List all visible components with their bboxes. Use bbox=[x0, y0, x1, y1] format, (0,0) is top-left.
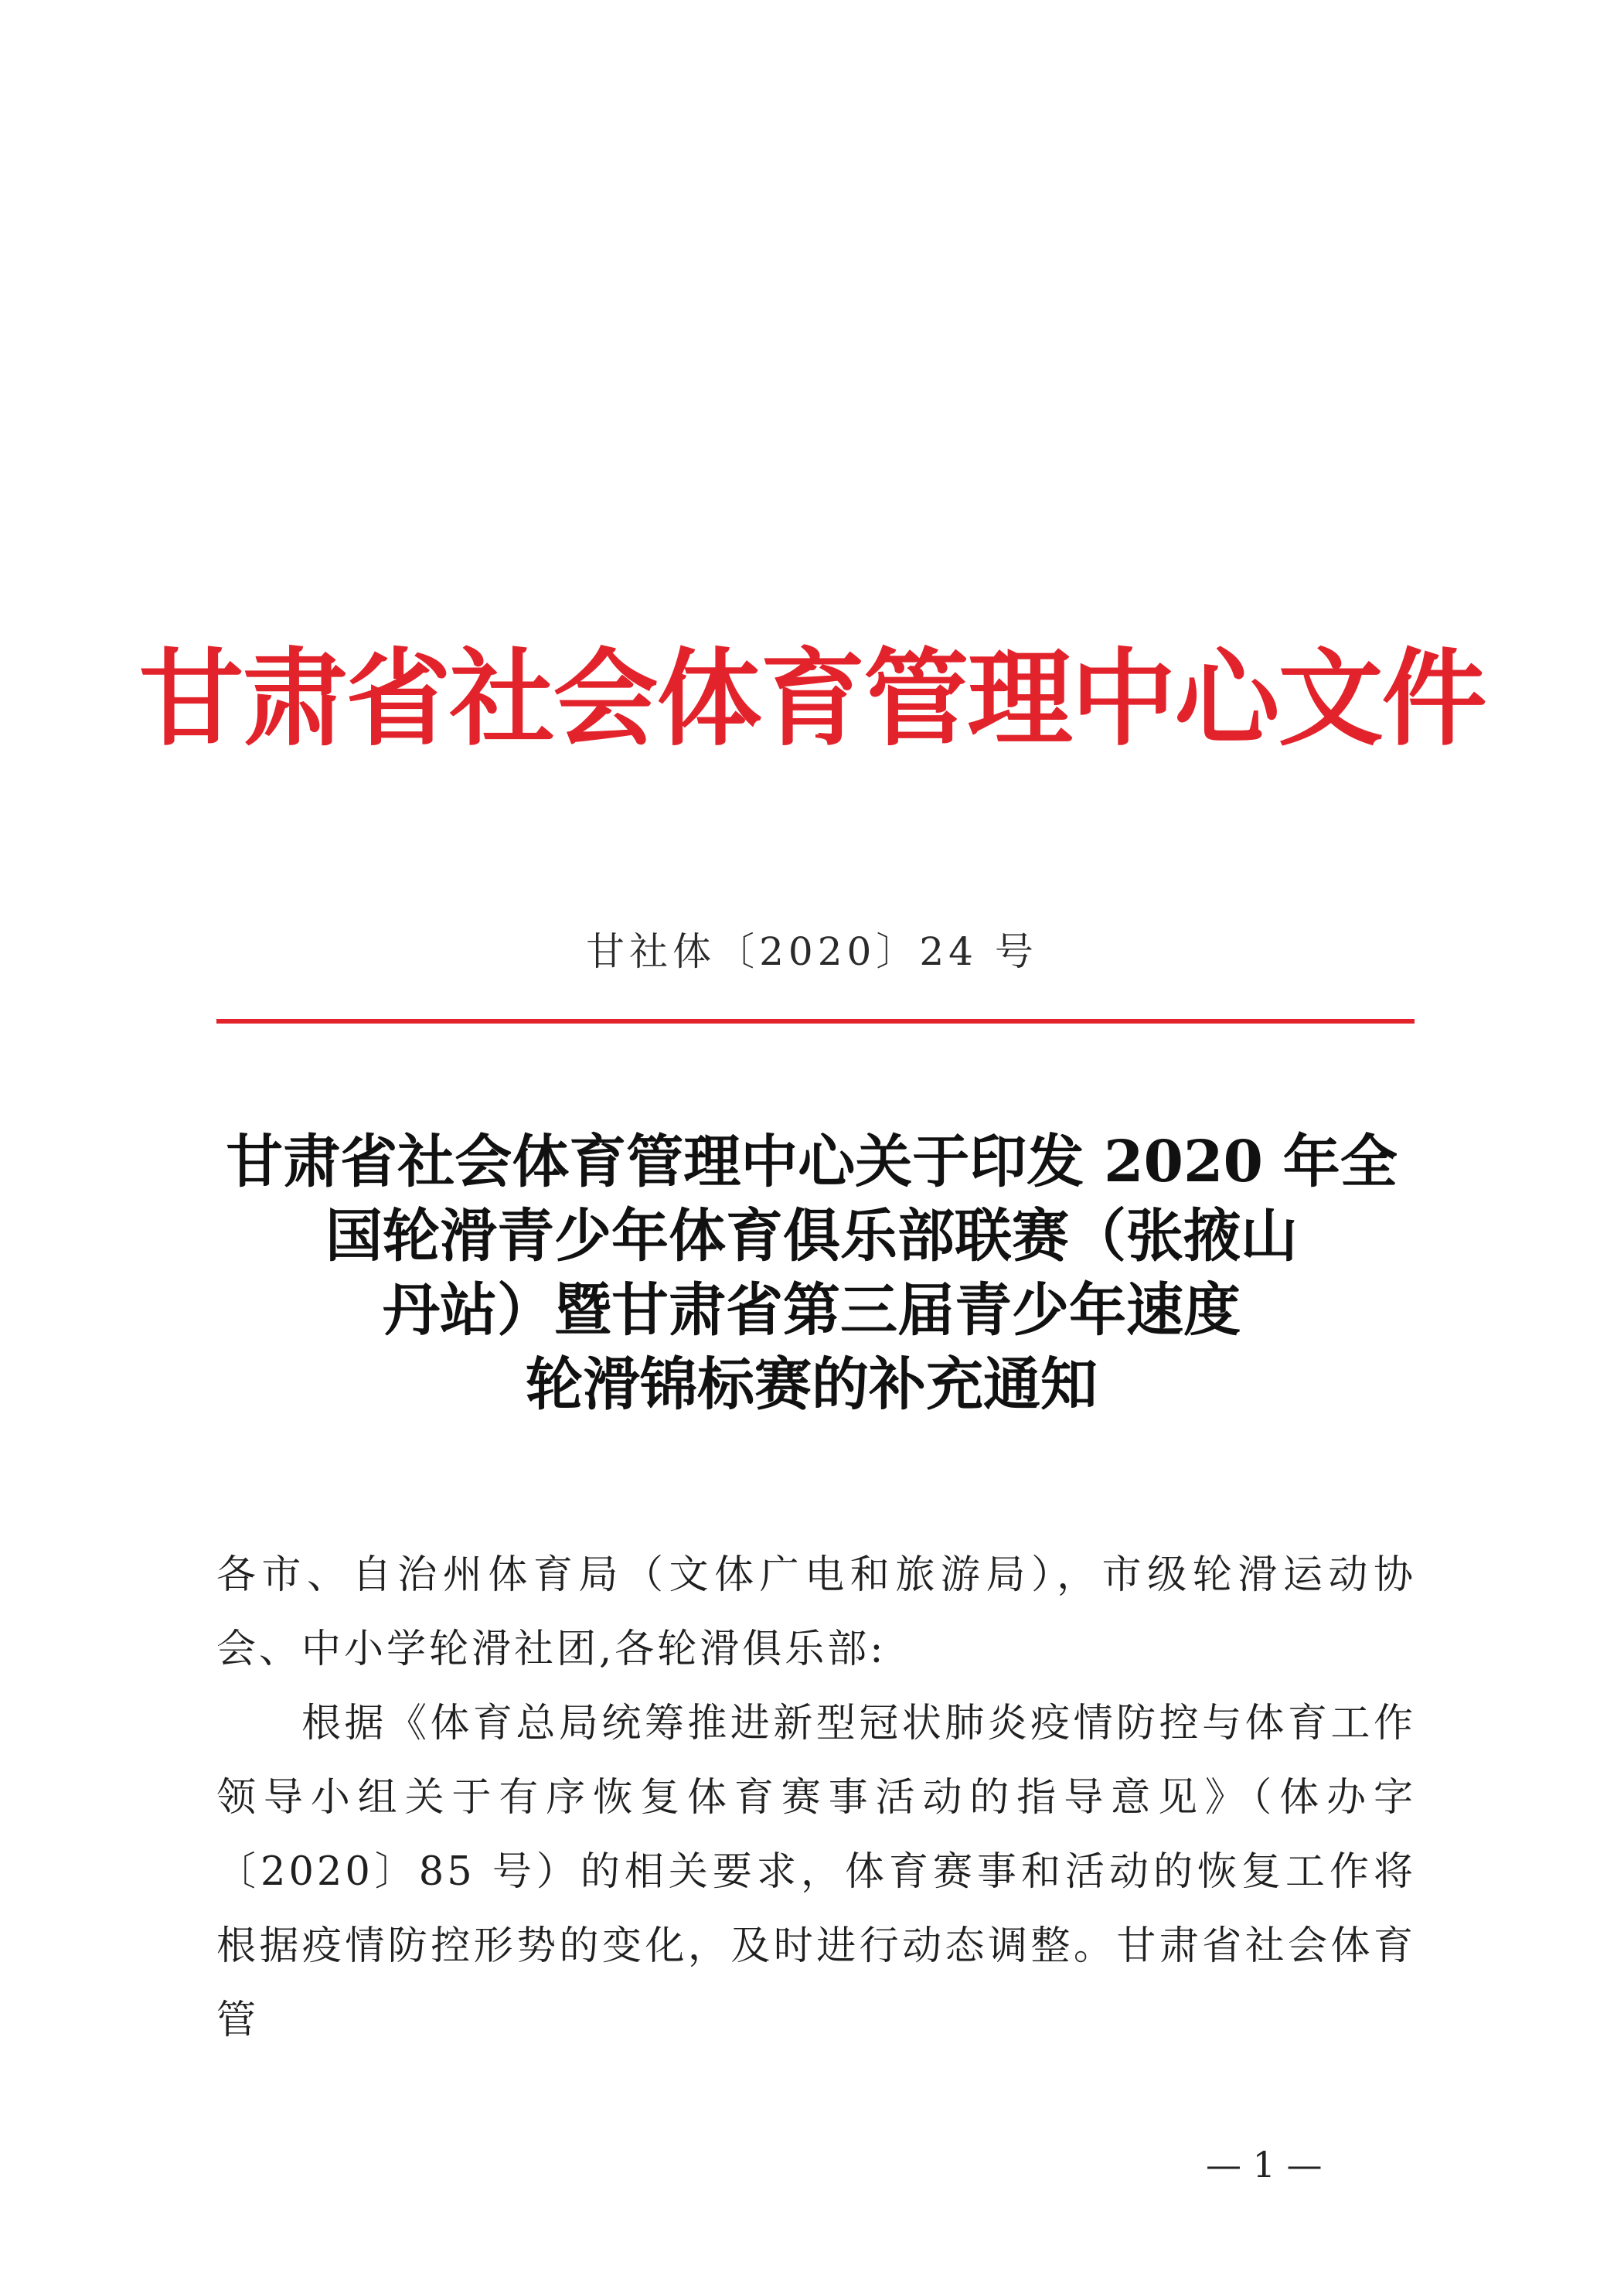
document-title-line: 国轮滑青少年体育俱乐部联赛（张掖山 bbox=[325, 1203, 1298, 1269]
body-paragraph: 根据《体育总局统筹推进新型冠状肺炎疫情防控与体育工作领导小组关于有序恢复体育赛事活动的指导意见》（体办字〔2020〕85 号）的相关要求，体育赛事和活动的恢复工作将根据疫情防控形势的变化，及时进行动态调整。甘肃省社会体育管 bbox=[216, 1701, 1416, 2043]
document-title-line: 甘肃省社会体育管理中心关于印发 2020 年全 bbox=[226, 1129, 1398, 1195]
red-separator-line bbox=[216, 1019, 1415, 1024]
document-title-line: 丹站）暨甘肃省第三届青少年速度 bbox=[383, 1277, 1241, 1344]
document-body bbox=[216, 1538, 1416, 2058]
salutation: 各市、自治州体育局（文体广电和旅游局），市级轮滑运动协会、中小学轮滑社团,各轮滑俱乐部: bbox=[216, 1552, 1416, 1672]
page-number: — 1 — bbox=[1206, 2144, 1323, 2186]
document-number: 甘社体〔2020〕24 号 bbox=[586, 929, 1038, 974]
document-title bbox=[186, 1125, 1438, 1422]
document-title-line: 轮滑锦标赛的补充通知 bbox=[526, 1351, 1098, 1418]
issuing-organization-header: 甘肃省社会体育管理中心文件 bbox=[138, 639, 1486, 761]
